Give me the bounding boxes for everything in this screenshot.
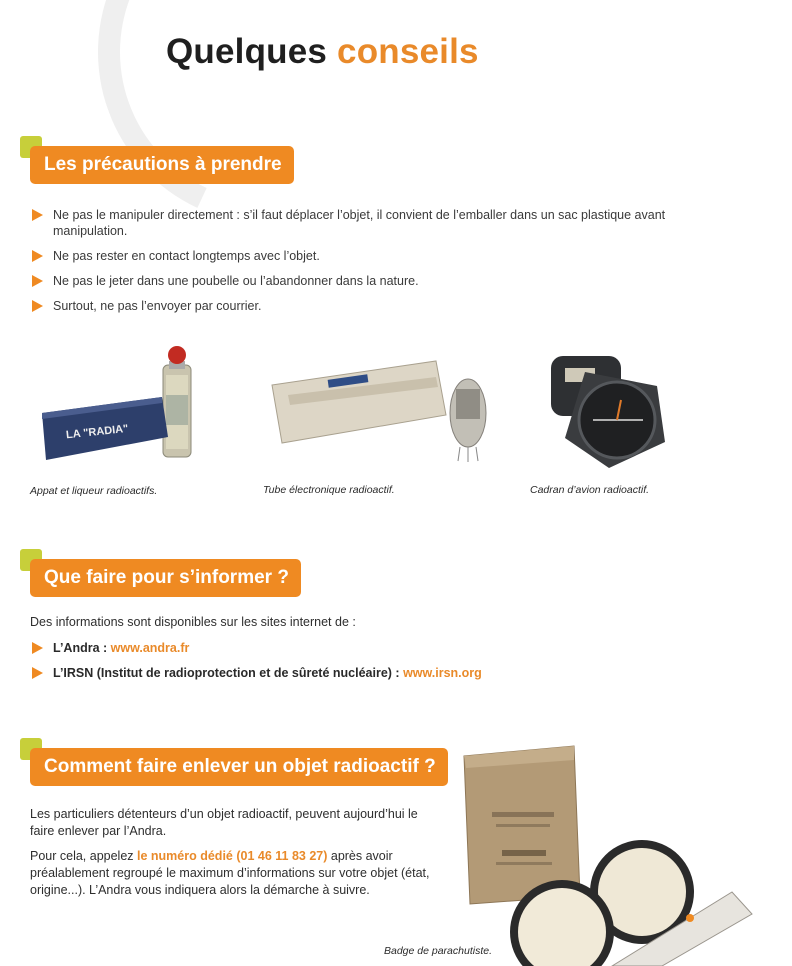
page-title xyxy=(166,32,479,72)
arrow-bullet-icon xyxy=(32,209,43,221)
hotline-number: le numéro dédié (01 46 11 83 27) xyxy=(137,849,328,863)
list-item: L’IRSN (Institut de radioprotection et de sûreté nucléaire) : www.irsn.org xyxy=(30,665,710,681)
arrow-bullet-icon xyxy=(32,642,43,654)
photo-caption: Appat et liqueur radioactifs. xyxy=(30,485,158,497)
title-part1: Quelques xyxy=(166,32,328,71)
sites-list xyxy=(30,640,710,690)
arrow-bullet-icon xyxy=(32,300,43,312)
precautions-list xyxy=(30,207,710,323)
heading-label: Comment faire enlever un objet radioactif ? xyxy=(30,748,448,786)
heading-label: Les précautions à prendre xyxy=(30,146,294,184)
enlever-paragraph-1: Les particuliers détenteurs d’un objet radioactif, peuvent aujourd’hui le faire enlever par l’Andra. xyxy=(30,807,418,838)
svg-text:LA "RADIA": LA "RADIA" xyxy=(65,422,129,442)
arrow-bullet-icon xyxy=(32,250,43,262)
bait-liqueur-photo xyxy=(38,345,218,470)
informer-intro: Des informations sont disponibles sur les sites internet de : xyxy=(30,615,356,629)
title-part2: conseils xyxy=(337,32,479,71)
list-item: L’Andra : www.andra.fr xyxy=(30,640,710,656)
photo-caption: Cadran d’avion radioactif. xyxy=(530,484,650,496)
arrow-bullet-icon xyxy=(32,667,43,679)
photo-caption: Tube électronique radioactif. xyxy=(263,484,395,496)
arrow-bullet-icon xyxy=(32,275,43,287)
irsn-link[interactable]: www.irsn.org xyxy=(403,666,482,680)
parachutist-badge-photo xyxy=(462,742,762,966)
andra-link[interactable]: www.andra.fr xyxy=(110,641,190,655)
aircraft-dial-photo xyxy=(545,350,670,470)
enlever-paragraph-2: Pour cela, appelez le numéro dédié (01 46 11 83 27) après avoir préalablement regroupé le maximum d’informations sur votre objet (état, origine...). L’Andra vous indiquera alors la démarche à suivre. xyxy=(30,849,430,897)
photo-caption: Badge de parachutiste. xyxy=(384,945,492,957)
list-item: Ne pas le manipuler directement : s’il faut déplacer l’objet, il convient de l’emballer dans un sac plastique avant manipulation. xyxy=(30,207,710,239)
electronic-tube-photo xyxy=(268,355,498,465)
heading-label: Que faire pour s’informer ? xyxy=(30,559,301,597)
list-item: Ne pas rester en contact longtemps avec l’objet. xyxy=(30,248,710,264)
list-item: Surtout, ne pas l’envoyer par courrier. xyxy=(30,298,710,314)
list-item: Ne pas le jeter dans une poubelle ou l’abandonner dans la nature. xyxy=(30,273,710,289)
